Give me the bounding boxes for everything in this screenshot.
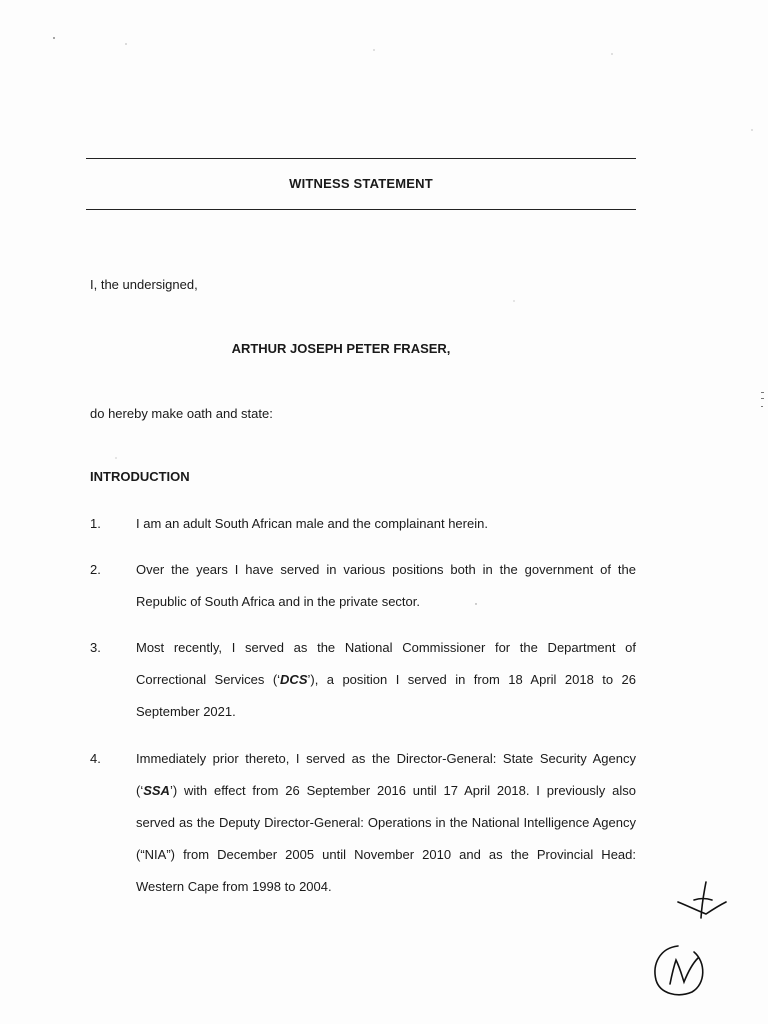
undersigned-line: I, the undersigned, [90, 277, 198, 292]
paragraph-text-part: Immediately prior thereto, I served as the Director-General: State Security Agency (‘ [136, 751, 636, 798]
section-heading: INTRODUCTION [90, 469, 190, 484]
paragraph-number: 1. [90, 516, 101, 531]
paragraph-text [136, 632, 636, 728]
document-title: WITNESS STATEMENT [289, 176, 433, 191]
initials-mark [648, 940, 710, 1002]
ssa-abbreviation: SSA [143, 783, 170, 798]
paragraph-text-part: Most recently, I served as the National Commissioner for the Department of Correctional Services (‘ [136, 640, 636, 687]
oath-line: do hereby make oath and state: [90, 406, 273, 421]
signature-mark [670, 878, 730, 928]
title-rule-bottom [86, 209, 636, 210]
paragraph-number: 3. [90, 640, 101, 655]
paragraph-text-part: ’), a position I served in from 18 April 2018 to 26 September 2021. [136, 672, 636, 719]
title-rule-top [86, 158, 636, 159]
paragraph-text [136, 743, 636, 903]
paragraph-text: Over the years I have served in various positions both in the government of the Republic of South Africa and in the private sector. [136, 562, 636, 609]
deponent-name: ARTHUR JOSEPH PETER FRASER, [231, 341, 451, 356]
dcs-abbreviation: DCS [280, 672, 308, 687]
paragraph-text-part: ’) with effect from 26 September 2016 until 17 April 2018. I previously also served as the Deputy Director-General: Operations in the National Intelligence Agency (“NIA”) from December 2005 until November 2010 and as the Provincial Head: Western Cape from 1998 to 2004. [136, 783, 636, 894]
paragraph-number: 4. [90, 751, 101, 766]
paragraph-text: I am an adult South African male and the complainant herein. [136, 516, 488, 531]
paragraph-number: 2. [90, 562, 101, 577]
